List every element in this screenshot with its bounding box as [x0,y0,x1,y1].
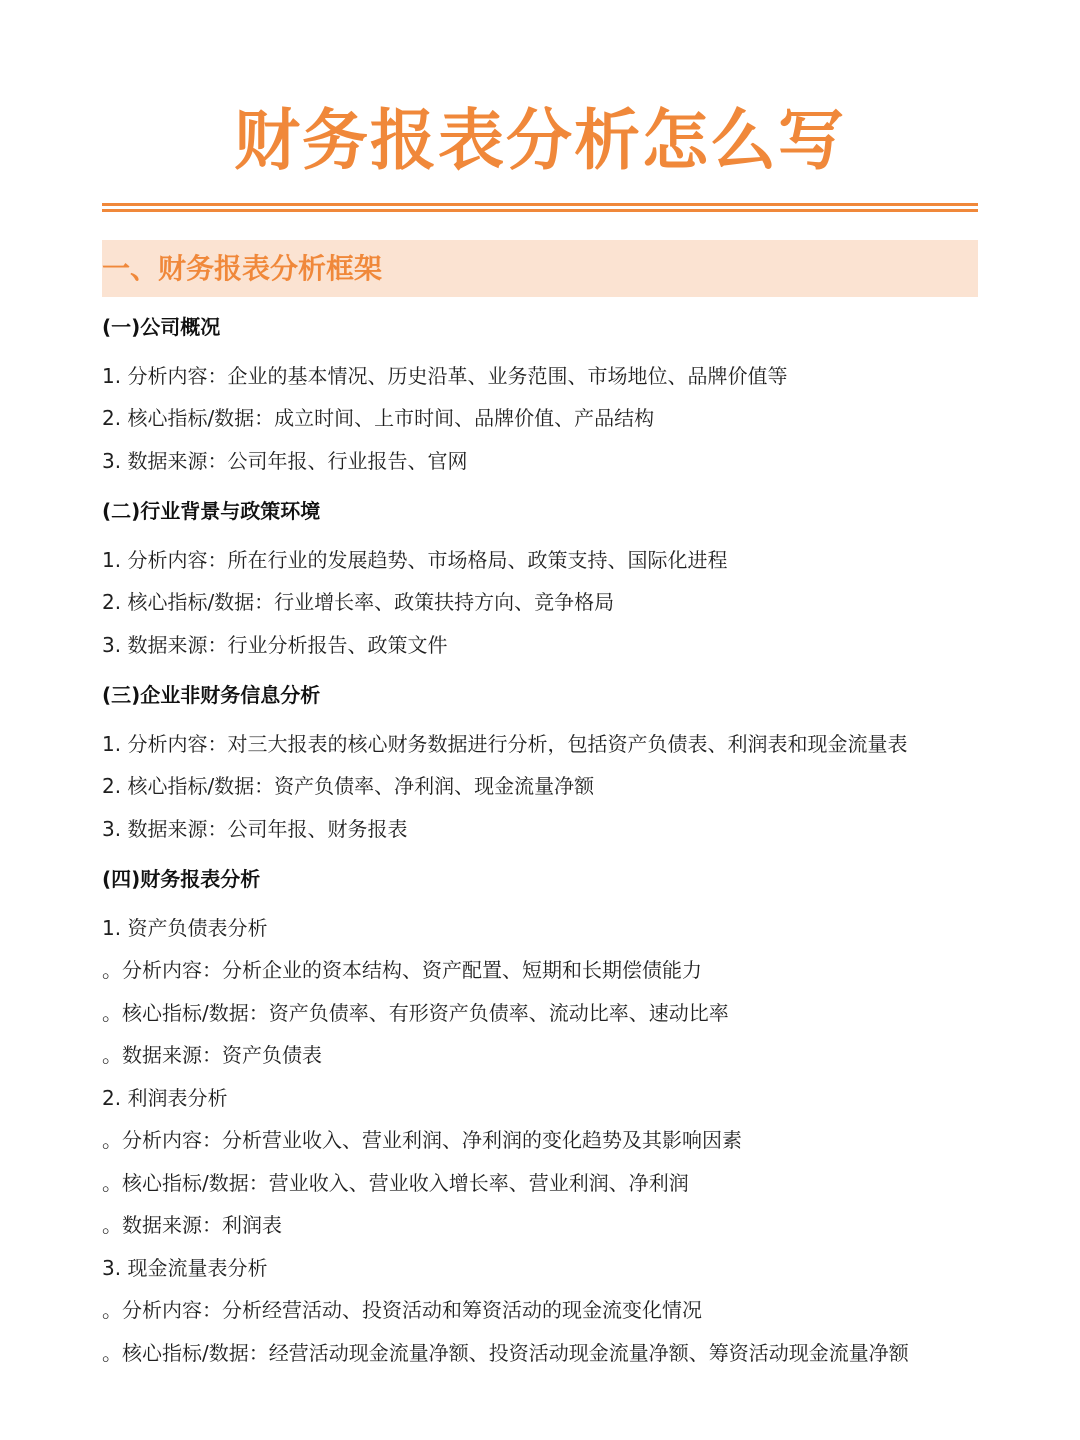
title-double-rule [102,203,978,212]
list-item: 1. 分析内容：企业的基本情况、历史沿革、业务范围、市场地位、品牌价值等 [102,364,788,388]
list-item: 1. 资产负债表分析 [102,916,268,940]
list-item: 。数据来源：利润表 [102,1213,282,1237]
subsection-heading: (一)公司概况 [102,315,221,339]
subsection-heading: (四)财务报表分析 [102,867,261,891]
section-title: 一、财务报表分析框架 [102,252,383,285]
section-header-band [102,240,978,297]
list-item: 2. 核心指标/数据：成立时间、上市时间、品牌价值、产品结构 [102,406,655,430]
list-item: 。核心指标/数据：经营活动现金流量净额、投资活动现金流量净额、筹资活动现金流量净额 [102,1341,909,1365]
list-item: 。分析内容：分析经营活动、投资活动和筹资活动的现金流变化情况 [102,1298,702,1322]
list-item: 2. 利润表分析 [102,1086,228,1110]
list-item: 1. 分析内容：对三大报表的核心财务数据进行分析，包括资产负债表、利润表和现金流量表 [102,732,908,756]
list-item: 2. 核心指标/数据：行业增长率、政策扶持方向、竞争格局 [102,590,615,614]
list-item: 。核心指标/数据：资产负债率、有形资产负债率、流动比率、速动比率 [102,1001,729,1025]
subsection-heading: (三)企业非财务信息分析 [102,683,321,707]
list-item: 3. 数据来源：公司年报、财务报表 [102,817,408,841]
list-item: 。数据来源：资产负债表 [102,1043,322,1067]
list-item: 3. 现金流量表分析 [102,1256,268,1280]
list-item: 。分析内容：分析企业的资本结构、资产配置、短期和长期偿债能力 [102,958,702,982]
list-item: 1. 分析内容：所在行业的发展趋势、市场格局、政策支持、国际化进程 [102,548,728,572]
list-item: 2. 核心指标/数据：资产负债率、净利润、现金流量净额 [102,774,595,798]
list-item: 。核心指标/数据：营业收入、营业收入增长率、营业利润、净利润 [102,1171,689,1195]
page-title: 财务报表分析怎么写 [234,102,846,179]
list-item: 3. 数据来源：行业分析报告、政策文件 [102,633,448,657]
list-item: 3. 数据来源：公司年报、行业报告、官网 [102,449,468,473]
list-item: 。分析内容：分析营业收入、营业利润、净利润的变化趋势及其影响因素 [102,1128,742,1152]
subsection-heading: (二)行业背景与政策环境 [102,499,321,523]
